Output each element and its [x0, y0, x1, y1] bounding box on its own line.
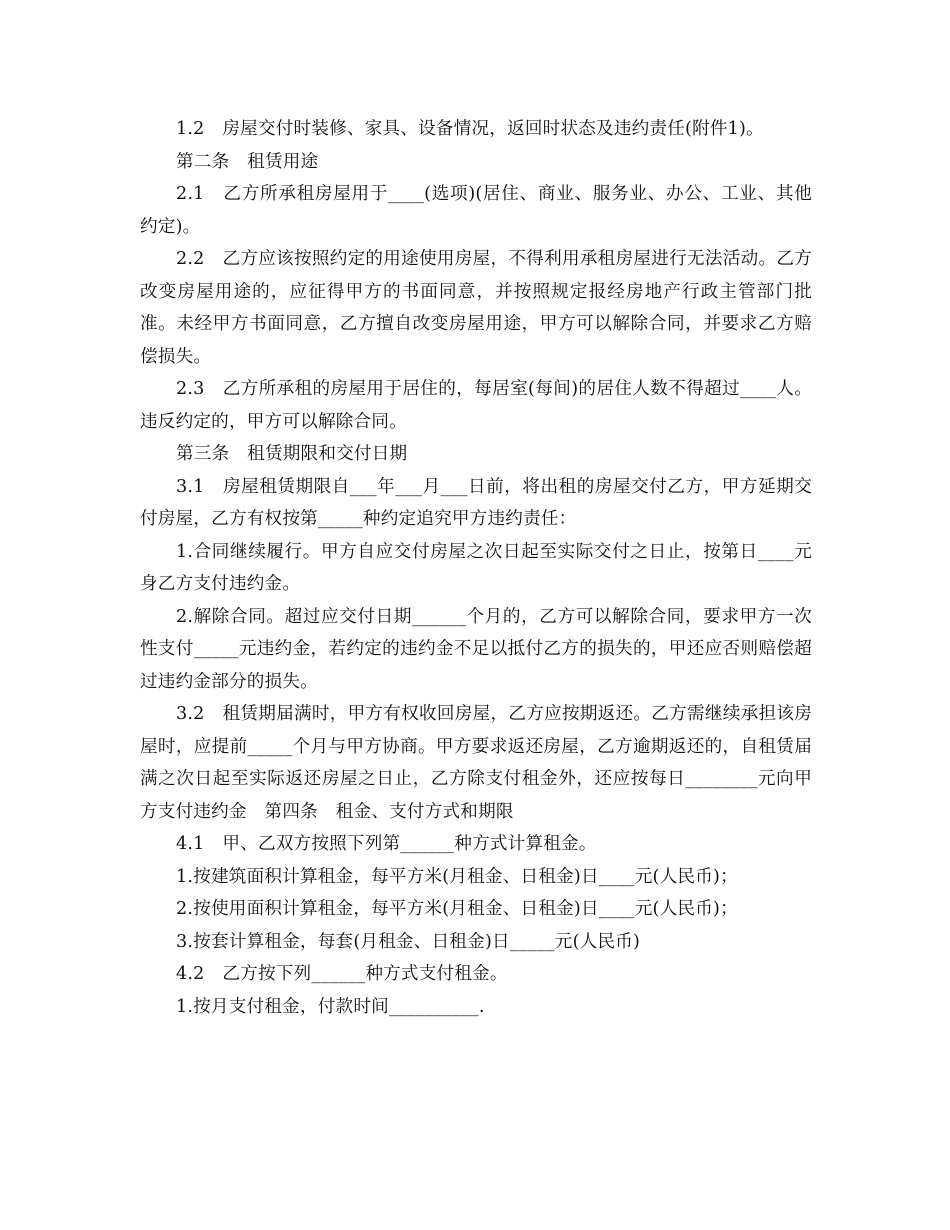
clause-2-2: 2.2 乙方应该按照约定的用途使用房屋，不得利用承租房屋进行无法活动。乙方改变房屋用途的，应征得甲方的书面同意，并按照规定报经房地产行政主管部门批准。未经甲方书面同意，乙方擅自改变房屋用途，甲方可以解除合同，并要求乙方赔偿损失。	[140, 249, 812, 367]
clause-4-1: 4.1 甲、乙双方按照下列第______种方式计算租金。	[176, 834, 597, 854]
contract-body	[140, 113, 812, 1023]
clause-1-2: 1.2 房屋交付时装修、家具、设备情况，返回时状态及违约责任(附件1)。	[176, 119, 764, 139]
article-2-heading: 第二条 租赁用途	[176, 151, 319, 172]
article-3-heading: 第三条 租赁期限和交付日期	[176, 444, 408, 464]
clause-3-1-option-2: 2.解除合同。超过应交付日期______个月的，乙方可以解除合同，要求甲方一次性支付_____元违约金，若约定的违约金不足以抵付乙方的损失的，甲还应否则赔偿超过违约金部分的损失。	[140, 606, 812, 692]
clause-4-1-option-2: 2.按使用面积计算租金，每平方米(月租金、日租金)日____元(人民币)；	[176, 899, 738, 919]
clause-4-1-option-3: 3.按套计算租金，每套(月租金、日租金)日_____元(人民币)	[176, 931, 641, 952]
clause-2-3: 2.3 乙方所承租的房屋用于居住的，每居室(每间)的居住人数不得超过____人。违反约定的，甲方可以解除合同。	[140, 379, 812, 432]
clause-2-1: 2.1 乙方所承租房屋用于____(选项)(居住、商业、服务业、办公、工业、其他约定)。	[140, 184, 812, 237]
clause-4-2-option-1: 1.按月支付租金，付款时间__________.	[176, 996, 485, 1017]
clause-4-2: 4.2 乙方按下列______种方式支付租金。	[176, 964, 508, 984]
clause-4-1-option-1: 1.按建筑面积计算租金，每平方米(月租金、日租金)日____元(人民币)；	[176, 866, 738, 887]
clause-3-1: 3.1 房屋租赁期限自___年___月___日前，将出租的房屋交付乙方，甲方延期交付房屋，乙方有权按第_____种约定追究甲方违约责任：	[140, 476, 812, 529]
clause-3-2: 3.2 租赁期届满时，甲方有权收回房屋，乙方应按期返还。乙方需继续承担该房屋时，应提前_____个月与甲方协商。甲方要求返还房屋，乙方逾期返还的，自租赁届满之次日起至实际返还房屋之日止，乙方除支付租金外，还应按每日________元向甲方支付违约金 第四条 租金、支付方式和期限	[140, 704, 812, 822]
clause-3-1-option-1: 1.合同继续履行。甲方自应交付房屋之次日起至实际交付之日止，按第日____元身乙方支付违约金。	[140, 541, 812, 594]
